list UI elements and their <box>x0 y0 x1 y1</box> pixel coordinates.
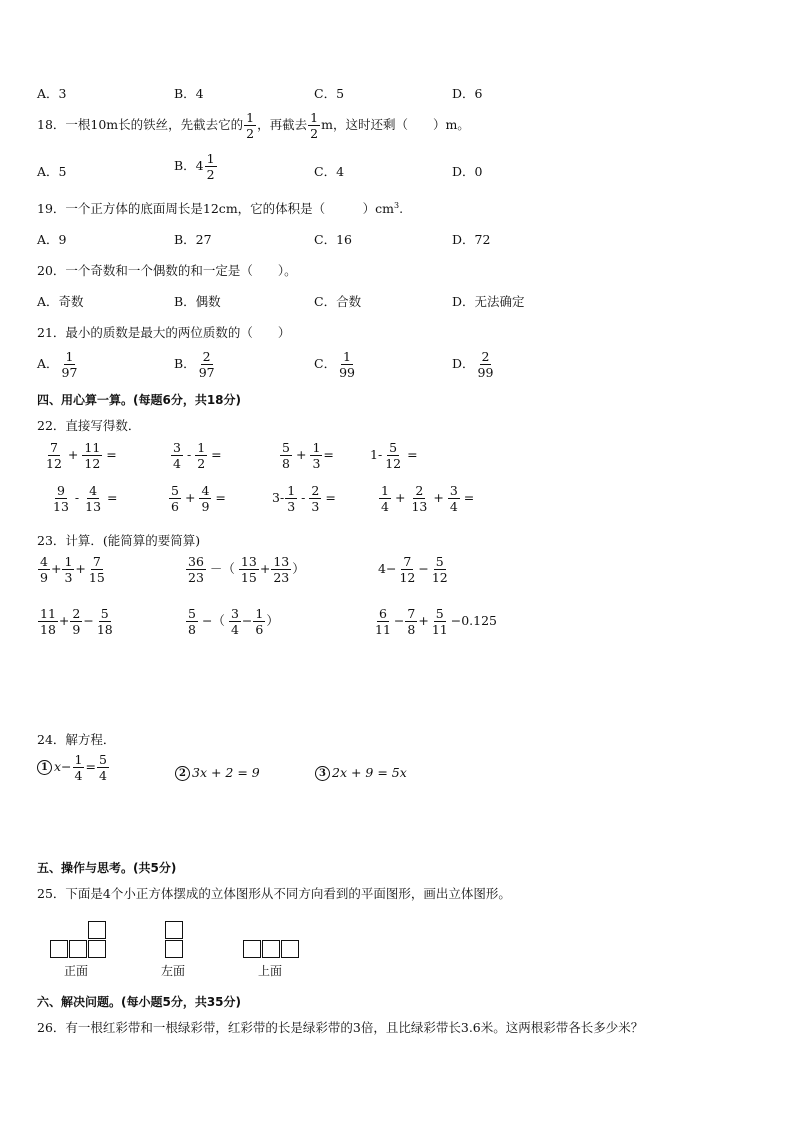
q24-equation-2: 2 3x + 2 = 9 <box>175 765 260 781</box>
q20-option-d: D．无法确定 <box>452 294 525 309</box>
q21-option-d: D． $\frac{2}{99}$ <box>452 349 494 381</box>
q18-option-b: B．4 $\frac{1}{2}$ <box>174 151 215 183</box>
q23-expr-3: 4− $\frac{7}{12}$ − $\frac{5}{12}$ <box>378 554 448 586</box>
q22-expr-6: $\frac{5}{6}$ + $\frac{4}{9}$ = <box>171 483 226 515</box>
square-cell <box>281 940 299 958</box>
square-cell <box>262 940 280 958</box>
q22-expr-5: $\frac{9}{13}$ - $\frac{4}{13}$ = <box>53 483 118 515</box>
q25-stem: 25．下面是4个小正方体摆成的立体图形从不同方向看到的平面图形，画出立体图形。 <box>37 886 511 901</box>
q22-expr-2: $\frac{3}{4}$ - $\frac{1}{2}$ = <box>173 440 222 472</box>
square-cell <box>243 940 261 958</box>
section-5-heading: 五、操作与思考。(共5分) <box>37 861 177 875</box>
fraction: $\frac{1}{2}$ <box>310 110 319 142</box>
q23-stem: 23．计算．(能简算的要简算) <box>37 533 201 548</box>
q19-stem: 19．一个正方体的底面周长是12cm，它的体积是（ ）$cm^3$. <box>37 200 404 216</box>
circled-number: 3 <box>315 766 330 781</box>
circled-number: 1 <box>37 760 52 775</box>
square-cell <box>165 940 183 958</box>
q18-option-c: C．4 <box>314 164 345 179</box>
q22-expr-8: $\frac{1}{4}$ + $\frac{2}{13}$ + $\frac{3}{4}$ = <box>381 483 475 515</box>
square-cell <box>88 921 106 939</box>
q22-expr-4: 1- $\frac{5}{12}$ = <box>370 440 418 472</box>
q18-option-a: A．5 <box>37 164 67 179</box>
q17-option-d: D．6 <box>452 86 483 101</box>
q23-expr-1: $\frac{4}{9}$ + $\frac{1}{3}$ + $\frac{7}{15}$ <box>40 554 105 586</box>
q22-stem: 22．直接写得数． <box>37 418 141 433</box>
q17-option-a: A．3 <box>37 86 67 101</box>
q21-option-c: C． $\frac{1}{99}$ <box>314 349 355 381</box>
q26-stem: 26．有一根红彩带和一根绿彩带，红彩带的长是绿彩带的3倍，且比绿彩带长3.6米。这两根彩带各长多少米？ <box>37 1020 644 1035</box>
q20-option-b: B．偶数 <box>174 294 221 309</box>
circled-number: 2 <box>175 766 190 781</box>
q22-expr-7: 3- $\frac{1}{3}$ - $\frac{2}{3}$ = <box>272 483 336 515</box>
section-6-heading: 六、解决问题。(每小题5分，共35分) <box>37 995 242 1009</box>
q17-option-c: C．5 <box>314 86 345 101</box>
fraction: $\frac{1}{2}$ <box>246 110 255 142</box>
q23-expr-4: $\frac{11}{18}$ + $\frac{2}{9}$ − $\frac{5}{18}$ <box>40 606 113 638</box>
left-view-label: 左面 <box>161 964 186 978</box>
front-view-label: 正面 <box>64 964 89 978</box>
fraction: $\frac{1}{2}$ <box>206 151 215 183</box>
q22-expr-1: $\frac{7}{12}$ + $\frac{11}{12}$ = <box>46 440 117 472</box>
top-view-label: 上面 <box>258 964 283 978</box>
square-cell <box>69 940 87 958</box>
q18-option-d: D．0 <box>452 164 483 179</box>
q17-option-b: B．4 <box>174 86 204 101</box>
section-4-heading: 四、用心算一算。(每题6分，共18分) <box>37 393 242 407</box>
square-cell <box>165 921 183 939</box>
q20-option-a: A．奇数 <box>37 294 84 309</box>
q24-equation-3: 3 2x + 9 = 5x <box>315 765 407 781</box>
top-view-figure <box>243 940 301 960</box>
q23-expr-5: $\frac{5}{8}$ −（ $\frac{3}{4}$ − $\frac{1}{6}$ ） <box>188 606 279 638</box>
left-view-figure <box>165 920 185 960</box>
q19-option-b: B．27 <box>174 232 212 247</box>
q20-option-c: C．合数 <box>314 294 362 309</box>
square-cell <box>50 940 68 958</box>
q19-option-d: D．72 <box>452 232 491 247</box>
front-view-figure <box>50 920 108 960</box>
q19-option-c: C．16 <box>314 232 352 247</box>
q23-expr-2: $\frac{36}{23}$ －（ $\frac{13}{15}$ + $\frac{13}{23}$ ） <box>188 554 305 586</box>
q22-expr-3: $\frac{5}{8}$ + $\frac{1}{3}$ = <box>282 440 334 472</box>
q19-option-a: A．9 <box>37 232 67 247</box>
q21-option-a: A． $\frac{1}{97}$ <box>37 349 78 381</box>
q24-stem: 24．解方程． <box>37 732 116 747</box>
q18-stem: 18．一根10m长的铁丝，先截去它的 $\frac{1}{2}$ ，再截去 $\frac{1}{2}$ m，这时还剩（ ）m。 <box>37 110 470 142</box>
q24-equation-1: 1 x− $\frac{1}{4}$ = $\frac{5}{4}$ <box>37 753 110 782</box>
square-cell <box>88 940 106 958</box>
q21-option-b: B． $\frac{2}{97}$ <box>174 349 215 381</box>
q20-stem: 20．一个奇数和一个偶数的和一定是（ ）。 <box>37 263 297 278</box>
q21-stem: 21．最小的质数是最大的两位质数的（ ） <box>37 325 291 340</box>
q23-expr-6: $\frac{6}{11}$ − $\frac{7}{8}$ + $\frac{5}{11}$ −0.125 <box>375 606 497 638</box>
